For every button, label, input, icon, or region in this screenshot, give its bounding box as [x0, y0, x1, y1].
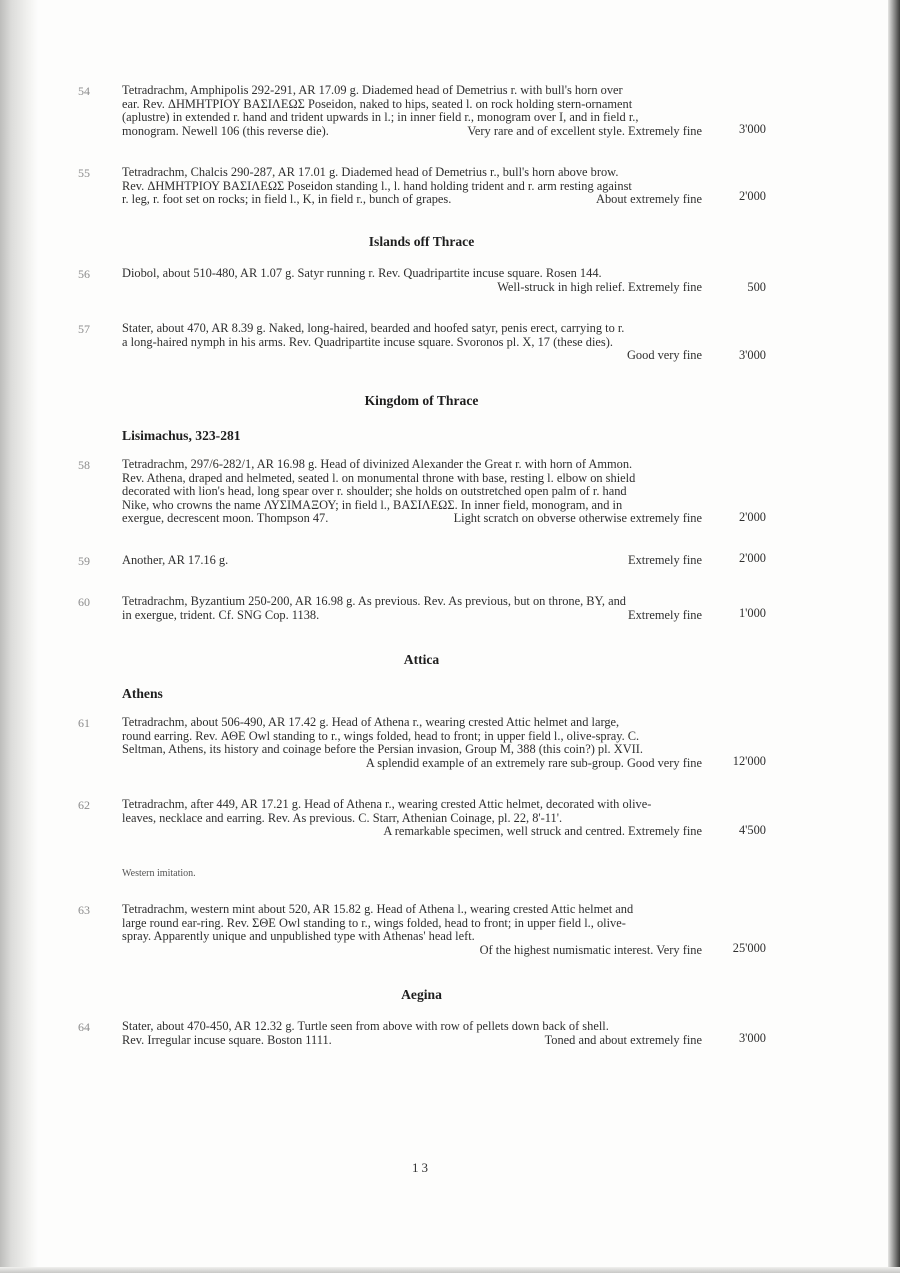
lot-number: 57	[78, 322, 90, 336]
section-note: Western imitation.	[122, 868, 196, 879]
description-line: Tetradrachm, Chalcis 290-287, AR 17.01 g. Diademed head of Demetrius r., bull's horn above brow.	[122, 165, 619, 179]
lot-number: 62	[78, 798, 90, 812]
lot-description	[122, 716, 702, 770]
lot-description	[122, 554, 702, 568]
description-line: Tetradrachm, Amphipolis 292-291, AR 17.09 g. Diademed head of Demetrius r. with bull's horn over	[122, 83, 623, 97]
lot-description	[122, 458, 702, 526]
lot-number: 54	[78, 84, 90, 98]
page-edge	[888, 0, 900, 1273]
lot-description	[122, 903, 702, 957]
description-line: decorated with lion's head, long spear over r. shoulder; she holds on outstretched open palm of r. hand	[122, 484, 627, 499]
description-line: (aplustre) in extended r. hand and trident upwards in l.; in inner field r., monogram over I, and in field r.,	[122, 110, 639, 125]
lot-description	[122, 267, 702, 294]
description-line: spray. Apparently unique and unpublished type with Athenas' head left.	[122, 929, 475, 944]
lot-price: 2'000	[738, 510, 766, 524]
lot-description	[122, 595, 702, 622]
description-line: Tetradrachm, western mint about 520, AR 15.82 g. Head of Athena l., wearing crested Attic helmet and	[122, 902, 634, 916]
description-line: Rev. Irregular incuse square. Boston 1111.	[122, 1032, 332, 1047]
page-bottom-edge	[0, 1267, 900, 1273]
description-line: leaves, necklace and earring. Rev. As previous. C. Starr, Athenian Coinage, pl. 22, 8'-11'.	[122, 810, 563, 825]
description-line: Tetradrachm, about 506-490, AR 17.42 g. Head of Athena r., wearing crested Attic helmet and large,	[122, 715, 620, 729]
lot-grade: Good very fine	[626, 348, 702, 363]
lot-description	[122, 84, 702, 138]
lot-grade: A splendid example of an extremely rare sub-group. Good very fine	[365, 755, 702, 770]
lot-price: 12'000	[732, 754, 766, 768]
lot-grade: About extremely fine	[596, 192, 702, 207]
description-line: r. leg, r. foot set on rocks; in field l., K, in field r., bunch of grapes.	[122, 192, 452, 207]
lot-grade: A remarkable specimen, well struck and centred. Extremely fine	[383, 824, 702, 839]
lot-number: 64	[78, 1020, 90, 1034]
description-line: Nike, who crowns the name ΛΥΣΙΜΑΞΟΥ; in field l., ΒΑΣΙΛΕΩΣ. In inner field, monogram, and in	[122, 497, 623, 512]
description-line: a long-haired nymph in his arms. Rev. Quadripartite incuse square. Svoronos pl. X, 17 (these dies).	[122, 334, 613, 349]
lot-number: 55	[78, 166, 90, 180]
lot-number: 59	[78, 554, 90, 568]
lot-description	[122, 1020, 702, 1047]
lot-description	[122, 322, 702, 363]
lot-grade: Light scratch on obverse otherwise extremely fine	[453, 511, 702, 526]
lot-price: 4'500	[738, 823, 766, 837]
lot-grade: Extremely fine	[628, 607, 702, 622]
lot-price: 3'000	[738, 122, 766, 136]
lot-price: 2'000	[738, 189, 766, 203]
section-heading: Islands off Thrace	[368, 234, 475, 249]
description-line: Stater, about 470, AR 8.39 g. Naked, long-haired, bearded and hoofed satyr, penis erect, carrying to r.	[122, 321, 625, 335]
description-line: Stater, about 470-450, AR 12.32 g. Turtle seen from above with row of pellets down back of shell.	[122, 1019, 609, 1033]
description-line: Another, AR 17.16 g.	[122, 553, 229, 567]
lot-price: 1'000	[738, 606, 766, 620]
subsection-heading: Lisimachus, 323-281	[122, 428, 241, 443]
description-line: monogram. Newell 106 (this reverse die).	[122, 123, 329, 138]
description-line: ear. Rev. ΔΗΜΗΤΡΙΟΥ ΒΑΣΙΛΕΩΣ Poseidon, naked to hips, seated l. on rock holding stern-ornament	[122, 96, 633, 111]
lot-price: 25'000	[732, 941, 766, 955]
lot-grade: Toned and about extremely fine	[544, 1032, 702, 1047]
description-line: large round ear-ring. Rev. ΣΘΕ Owl standing to r., wings folded, head to front; in upper field l., olive-	[122, 915, 626, 930]
description-line: Diobol, about 510-480, AR 1.07 g. Satyr running r. Rev. Quadripartite incuse square. Rosen 144.	[122, 266, 602, 280]
section-heading: Attica	[403, 652, 440, 667]
lot-description	[122, 166, 702, 207]
description-line: exergue, decrescent moon. Thompson 47.	[122, 511, 329, 526]
page-number: 13	[412, 1160, 431, 1175]
section-heading: Aegina	[401, 987, 442, 1002]
description-line: Tetradrachm, after 449, AR 17.21 g. Head of Athena r., wearing crested Attic helmet, decorated with olive-	[122, 797, 652, 811]
lot-number: 60	[78, 595, 90, 609]
description-line: Rev. Athena, draped and helmeted, seated l. on monumental throne with base, resting l. elbow on shield	[122, 470, 636, 485]
lot-grade: Of the highest numismatic interest. Very fine	[479, 942, 702, 957]
lot-number: 56	[78, 267, 90, 281]
lot-price: 3'000	[738, 348, 766, 362]
description-line: Tetradrachm, 297/6-282/1, AR 16.98 g. Head of divinized Alexander the Great r. with horn of Ammon.	[122, 457, 633, 471]
lot-price: 500	[747, 280, 766, 294]
lot-number: 61	[78, 716, 90, 730]
lot-grade: Extremely fine	[628, 553, 702, 567]
subsection-heading: Athens	[122, 686, 163, 701]
section-heading: Kingdom of Thrace	[364, 393, 479, 408]
lot-grade: Very rare and of excellent style. Extremely fine	[467, 123, 702, 138]
lot-number: 63	[78, 903, 90, 917]
description-line: Seltman, Athens, its history and coinage before the Persian invasion, Group M, 388 (this coin?) pl. XVII.	[122, 742, 643, 757]
page-binding-shadow	[0, 0, 38, 1273]
lot-grade: Well-struck in high relief. Extremely fine	[497, 279, 702, 294]
description-line: in exergue, trident. Cf. SNG Cop. 1138.	[122, 607, 320, 622]
description-line: Tetradrachm, Byzantium 250-200, AR 16.98 g. As previous. Rev. As previous, but on throne, BY, and	[122, 594, 626, 608]
lot-number: 58	[78, 458, 90, 472]
description-line: Rev. ΔΗΜΗΤΡΙΟΥ ΒΑΣΙΛΕΩΣ Poseidon standing l., l. hand holding trident and r. arm resting against	[122, 178, 632, 193]
lot-description	[122, 798, 702, 839]
lot-price: 3'000	[738, 1031, 766, 1045]
description-line: round earring. Rev. ΑΘΕ Owl standing to r., wings folded, head to front; in upper field l., olive-spray. C.	[122, 728, 640, 743]
lot-price: 2'000	[738, 551, 766, 565]
